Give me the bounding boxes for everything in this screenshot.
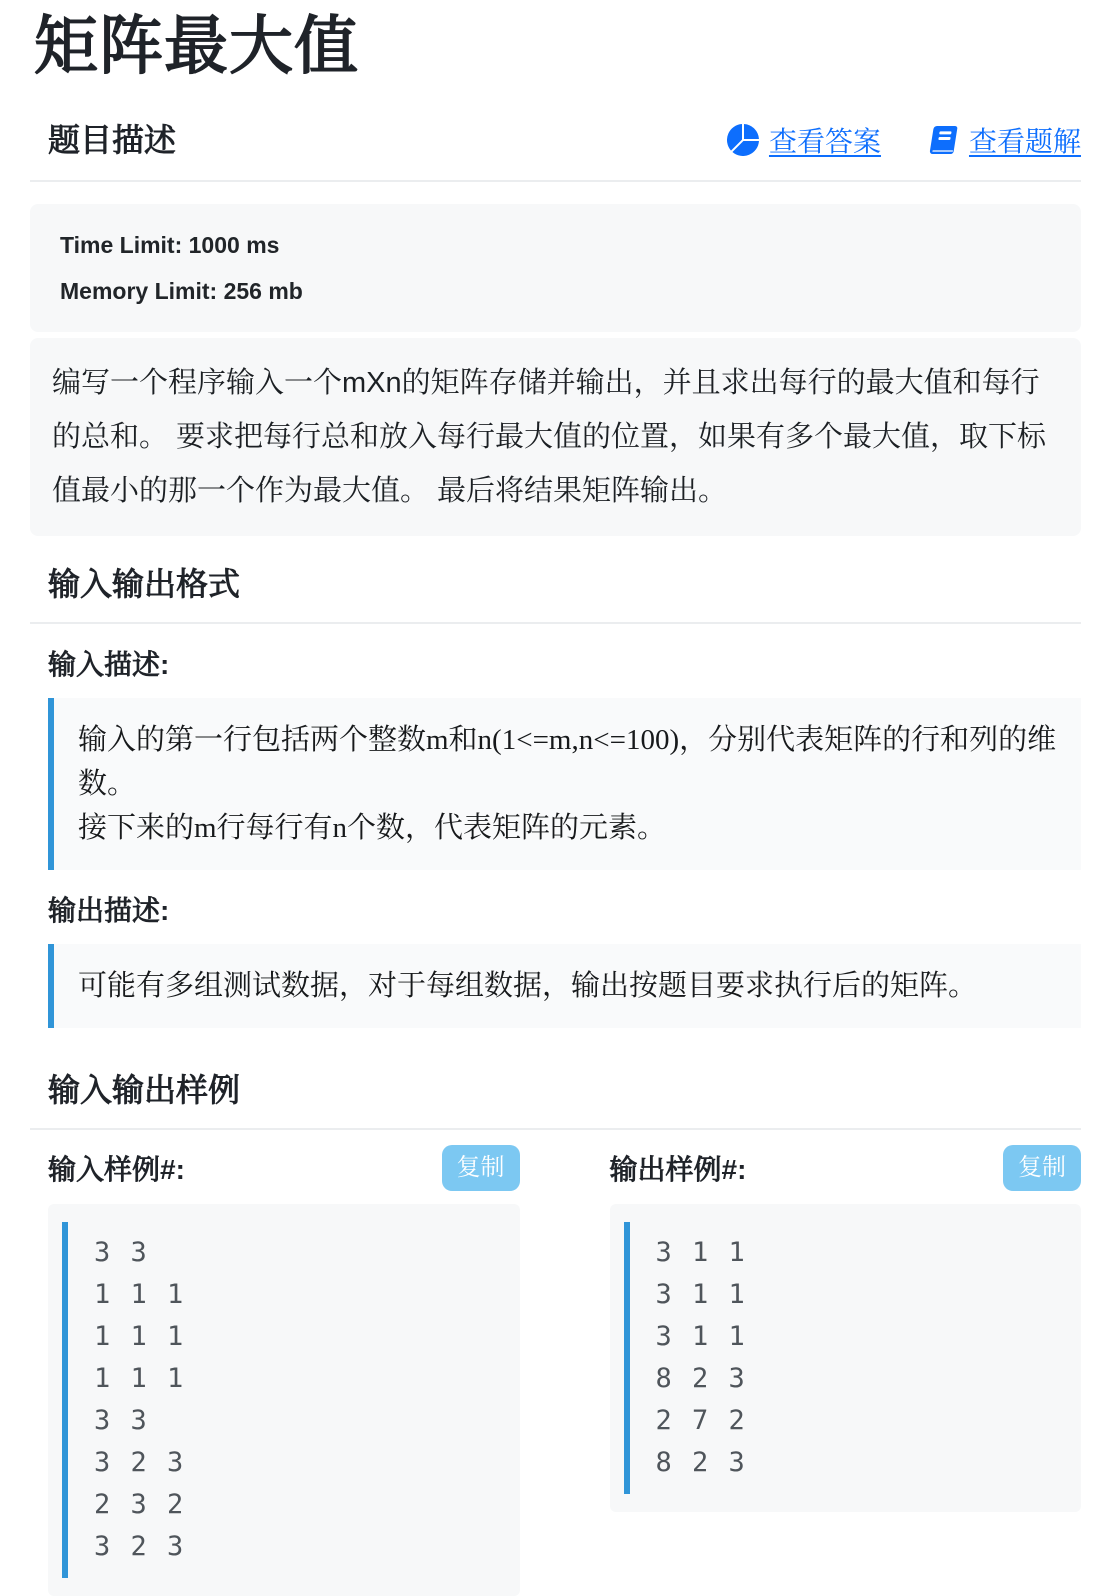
- problem-description-body: 编写一个程序输入一个mXn的矩阵存储并输出，并且求出每行的最大值和每行的总和。 要求把每行总和放入每行最大值的位置，如果有多个最大值，取下标值最小的那一个作为最大值。 最后将结果矩阵输出。: [30, 338, 1081, 536]
- input-sample-line: 3 3: [94, 1237, 149, 1268]
- output-sample-line: 3 1 1: [655, 1321, 747, 1352]
- output-sample-code-box: [610, 1204, 1082, 1512]
- divider: [30, 622, 1081, 624]
- output-sample-line: 3 1 1: [655, 1279, 747, 1310]
- description-section-title: 题目描述: [48, 122, 177, 158]
- output-sample-line: 8 2 3: [655, 1447, 747, 1478]
- copy-input-button[interactable]: 复制: [442, 1145, 520, 1191]
- input-sample-column: [48, 1144, 520, 1596]
- output-sample-label: 输出样例#:: [609, 1154, 747, 1185]
- input-sample-line: 1 1 1: [94, 1321, 186, 1352]
- divider: [30, 180, 1081, 182]
- io-format-section-title: 输入输出格式: [48, 566, 241, 602]
- header-links: [727, 120, 1081, 160]
- input-description-label: 输入描述:: [48, 649, 170, 680]
- samples-section-title: 输入输出样例: [48, 1072, 241, 1108]
- input-sample-line: 1 1 1: [94, 1279, 186, 1310]
- view-answer-label: 查看答案: [768, 126, 881, 157]
- output-description-line: 可能有多组测试数据，对于每组数据，输出按题目要求执行后的矩阵。: [78, 970, 978, 1002]
- view-answer-link[interactable]: [727, 120, 881, 160]
- input-sample-line: 1 1 1: [94, 1363, 186, 1394]
- output-sample-column: [610, 1144, 1082, 1596]
- output-sample-line: 3 1 1: [655, 1237, 747, 1268]
- input-sample-code: [62, 1222, 504, 1578]
- input-description-quote: [48, 698, 1081, 870]
- view-solution-label: 查看题解: [968, 126, 1081, 157]
- output-sample-header: [610, 1144, 1082, 1192]
- input-sample-line: 3 2 3: [94, 1447, 186, 1478]
- output-sample-code: [624, 1222, 1066, 1494]
- time-limit: Time Limit: 1000 ms: [60, 232, 280, 258]
- output-sample-line: 8 2 3: [655, 1363, 747, 1394]
- pie-chart-icon: [727, 124, 759, 156]
- input-sample-line: 2 3 2: [94, 1489, 186, 1520]
- memory-limit: Memory Limit: 256 mb: [60, 278, 303, 304]
- input-sample-label: 输入样例#:: [48, 1154, 185, 1185]
- limits-box: [30, 204, 1081, 332]
- copy-output-button[interactable]: 复制: [1003, 1145, 1081, 1191]
- input-sample-line: 3 2 3: [94, 1531, 186, 1562]
- samples-row: [30, 1144, 1081, 1596]
- input-description-line: 接下来的m行每行有n个数，代表矩阵的元素。: [78, 812, 667, 844]
- page-title: 矩阵最大值: [34, 10, 359, 82]
- input-description-line: 输入的第一行包括两个整数m和n(1<=m,n<=100)，分别代表矩阵的行和列的维数。: [78, 724, 1057, 800]
- divider: [30, 1128, 1081, 1130]
- input-sample-code-box: [48, 1204, 520, 1596]
- description-section-header: [30, 118, 1081, 162]
- book-icon: [927, 124, 959, 156]
- view-solution-link[interactable]: [927, 120, 1081, 160]
- output-description-label: 输出描述:: [48, 895, 170, 926]
- input-sample-line: 3 3: [94, 1405, 149, 1436]
- input-sample-header: [48, 1144, 520, 1192]
- output-description-quote: [48, 944, 1081, 1028]
- output-sample-line: 2 7 2: [655, 1405, 747, 1436]
